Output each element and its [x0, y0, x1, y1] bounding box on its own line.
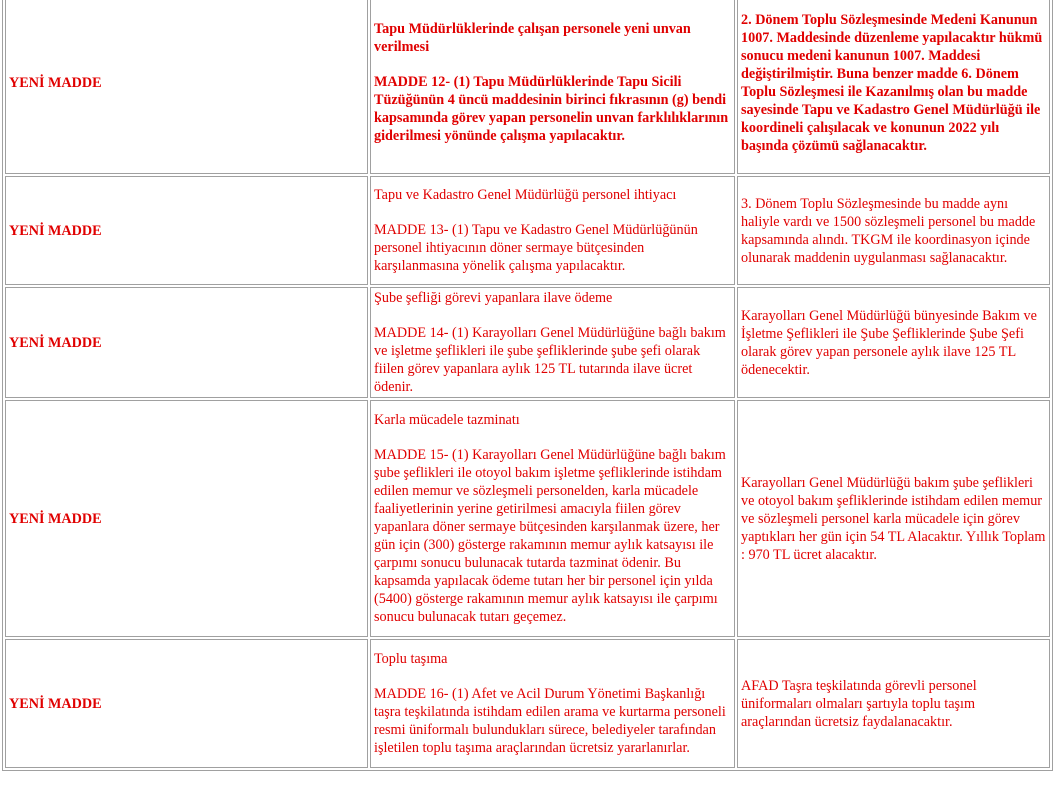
- article-cell: [370, 0, 735, 174]
- table-row: [5, 0, 1050, 174]
- article-text: MADDE 16- (1) Afet ve Acil Durum Yönetimi Başkanlığı taşra teşkilatında istihdam edilen arama ve kurtarma personeli resmi üniformalı bulundukları sürece, belediyeler tarafından işletilen toplu taşıma araçlarından ücretsiz yararlanırlar.: [374, 686, 726, 756]
- row-label: YENİ MADDE: [5, 639, 368, 768]
- table-row: [5, 176, 1050, 285]
- article-title: Karla mücadele tazminatı: [374, 412, 520, 428]
- article-cell: [370, 639, 735, 768]
- agreement-table: [2, 0, 1053, 771]
- note-cell: 2. Dönem Toplu Sözleşmesinde Medeni Kanunun 1007. Maddesinde düzenleme yapılacaktır hükmü sonucu medeni kanunun 1007. Maddesi değiştirilmiştir. Buna benzer madde 6. Dönem Toplu Sözleşmesi ile Kazanılmış olan bu madde sayesinde Tapu ve Kadastro Genel Müdürlüğü ile koordineli çalışılacak ve konunun 2022 yılı başında çözümü sağlanacaktır.: [737, 0, 1050, 174]
- note-cell: Karayolları Genel Müdürlüğü bünyesinde Bakım ve İşletme Şeflikleri ile Şube Şefliklerinde Şube Şefi olarak görev yapan personele aylık ilave 125 TL ödenecektir.: [737, 287, 1050, 398]
- article-text: MADDE 15- (1) Karayolları Genel Müdürlüğüne bağlı bakım şube şeflikleri ile otoyol bakım işletme şefliklerinde istihdam edilen memur ve sözleşmeli personelden, karla mücadele faaliyetlerinin yerine getirilmesi amacıyla fiilen görev yapanlara döner sermaye bütçesinden karşılanmak üzere, her gün için (300) gösterge rakamının memur aylık katsayısı ile çarpımı sonucu bulunacak tutarda tazminat ödenir. Bu kapsamda yapılacak ödeme tutarı her bir personel için yılda (5400) gösterge rakamının memur aylık katsayısı ile çarpımı sonucu bulunacak tutarı geçemez.: [374, 447, 726, 625]
- article-cell: [370, 176, 735, 285]
- article-cell: [370, 400, 735, 637]
- row-label: YENİ MADDE: [5, 0, 368, 174]
- article-text: MADDE 12- (1) Tapu Müdürlüklerinde Tapu Sicili Tüzüğünün 4 üncü maddesinin birinci fıkrasının (g) bendi kapsamında görev yapan personelin unvan farklılıklarının giderilmesi yönünde çalışma yapılacaktır.: [374, 74, 729, 144]
- article-text: MADDE 13- (1) Tapu ve Kadastro Genel Müdürlüğünün personel ihtiyacının döner sermaye bütçesinden karşılanmasına yönelik çalışma yapılacaktır.: [374, 222, 698, 274]
- note-cell: 3. Dönem Toplu Sözleşmesinde bu madde aynı haliyle vardı ve 1500 sözleşmeli personel bu madde kapsamında alındı. TKGM ile koordinasyon içinde olunarak maddenin uygulanması sağlanacaktır.: [737, 176, 1050, 285]
- table-row: [5, 639, 1050, 768]
- note-cell: AFAD Taşra teşkilatında görevli personel üniformaları olmaları şartıyla toplu taşım araçlarından ücretsiz faydalanacaktır.: [737, 639, 1050, 768]
- table-row: [5, 400, 1050, 637]
- row-label: YENİ MADDE: [5, 400, 368, 637]
- document-page: [2, 0, 1053, 771]
- note-cell: Karayolları Genel Müdürlüğü bakım şube şeflikleri ve otoyol bakım şefliklerinde istihdam edilen memur ve sözleşmeli personel karla mücadele için görev yaptıkları her gün için 54 TL Alacaktır. Yıllık Toplam : 970 TL ücret alacaktır.: [737, 400, 1050, 637]
- article-cell: [370, 287, 735, 398]
- table-row: [5, 287, 1050, 398]
- article-title: Tapu ve Kadastro Genel Müdürlüğü personel ihtiyacı: [374, 187, 677, 203]
- article-title: Tapu Müdürlüklerinde çalışan personele yeni unvan verilmesi: [374, 21, 691, 55]
- row-label: YENİ MADDE: [5, 176, 368, 285]
- article-title: Toplu taşıma: [374, 651, 448, 667]
- article-text: MADDE 14- (1) Karayolları Genel Müdürlüğüne bağlı bakım ve işletme şeflikleri ile şube şefliklerinde şube şefi olarak fiilen görev yapanlara aylık 125 TL tutarında ilave ücret ödenir.: [374, 325, 726, 395]
- row-label: YENİ MADDE: [5, 287, 368, 398]
- article-title: Şube şefliği görevi yapanlara ilave ödeme: [374, 290, 613, 306]
